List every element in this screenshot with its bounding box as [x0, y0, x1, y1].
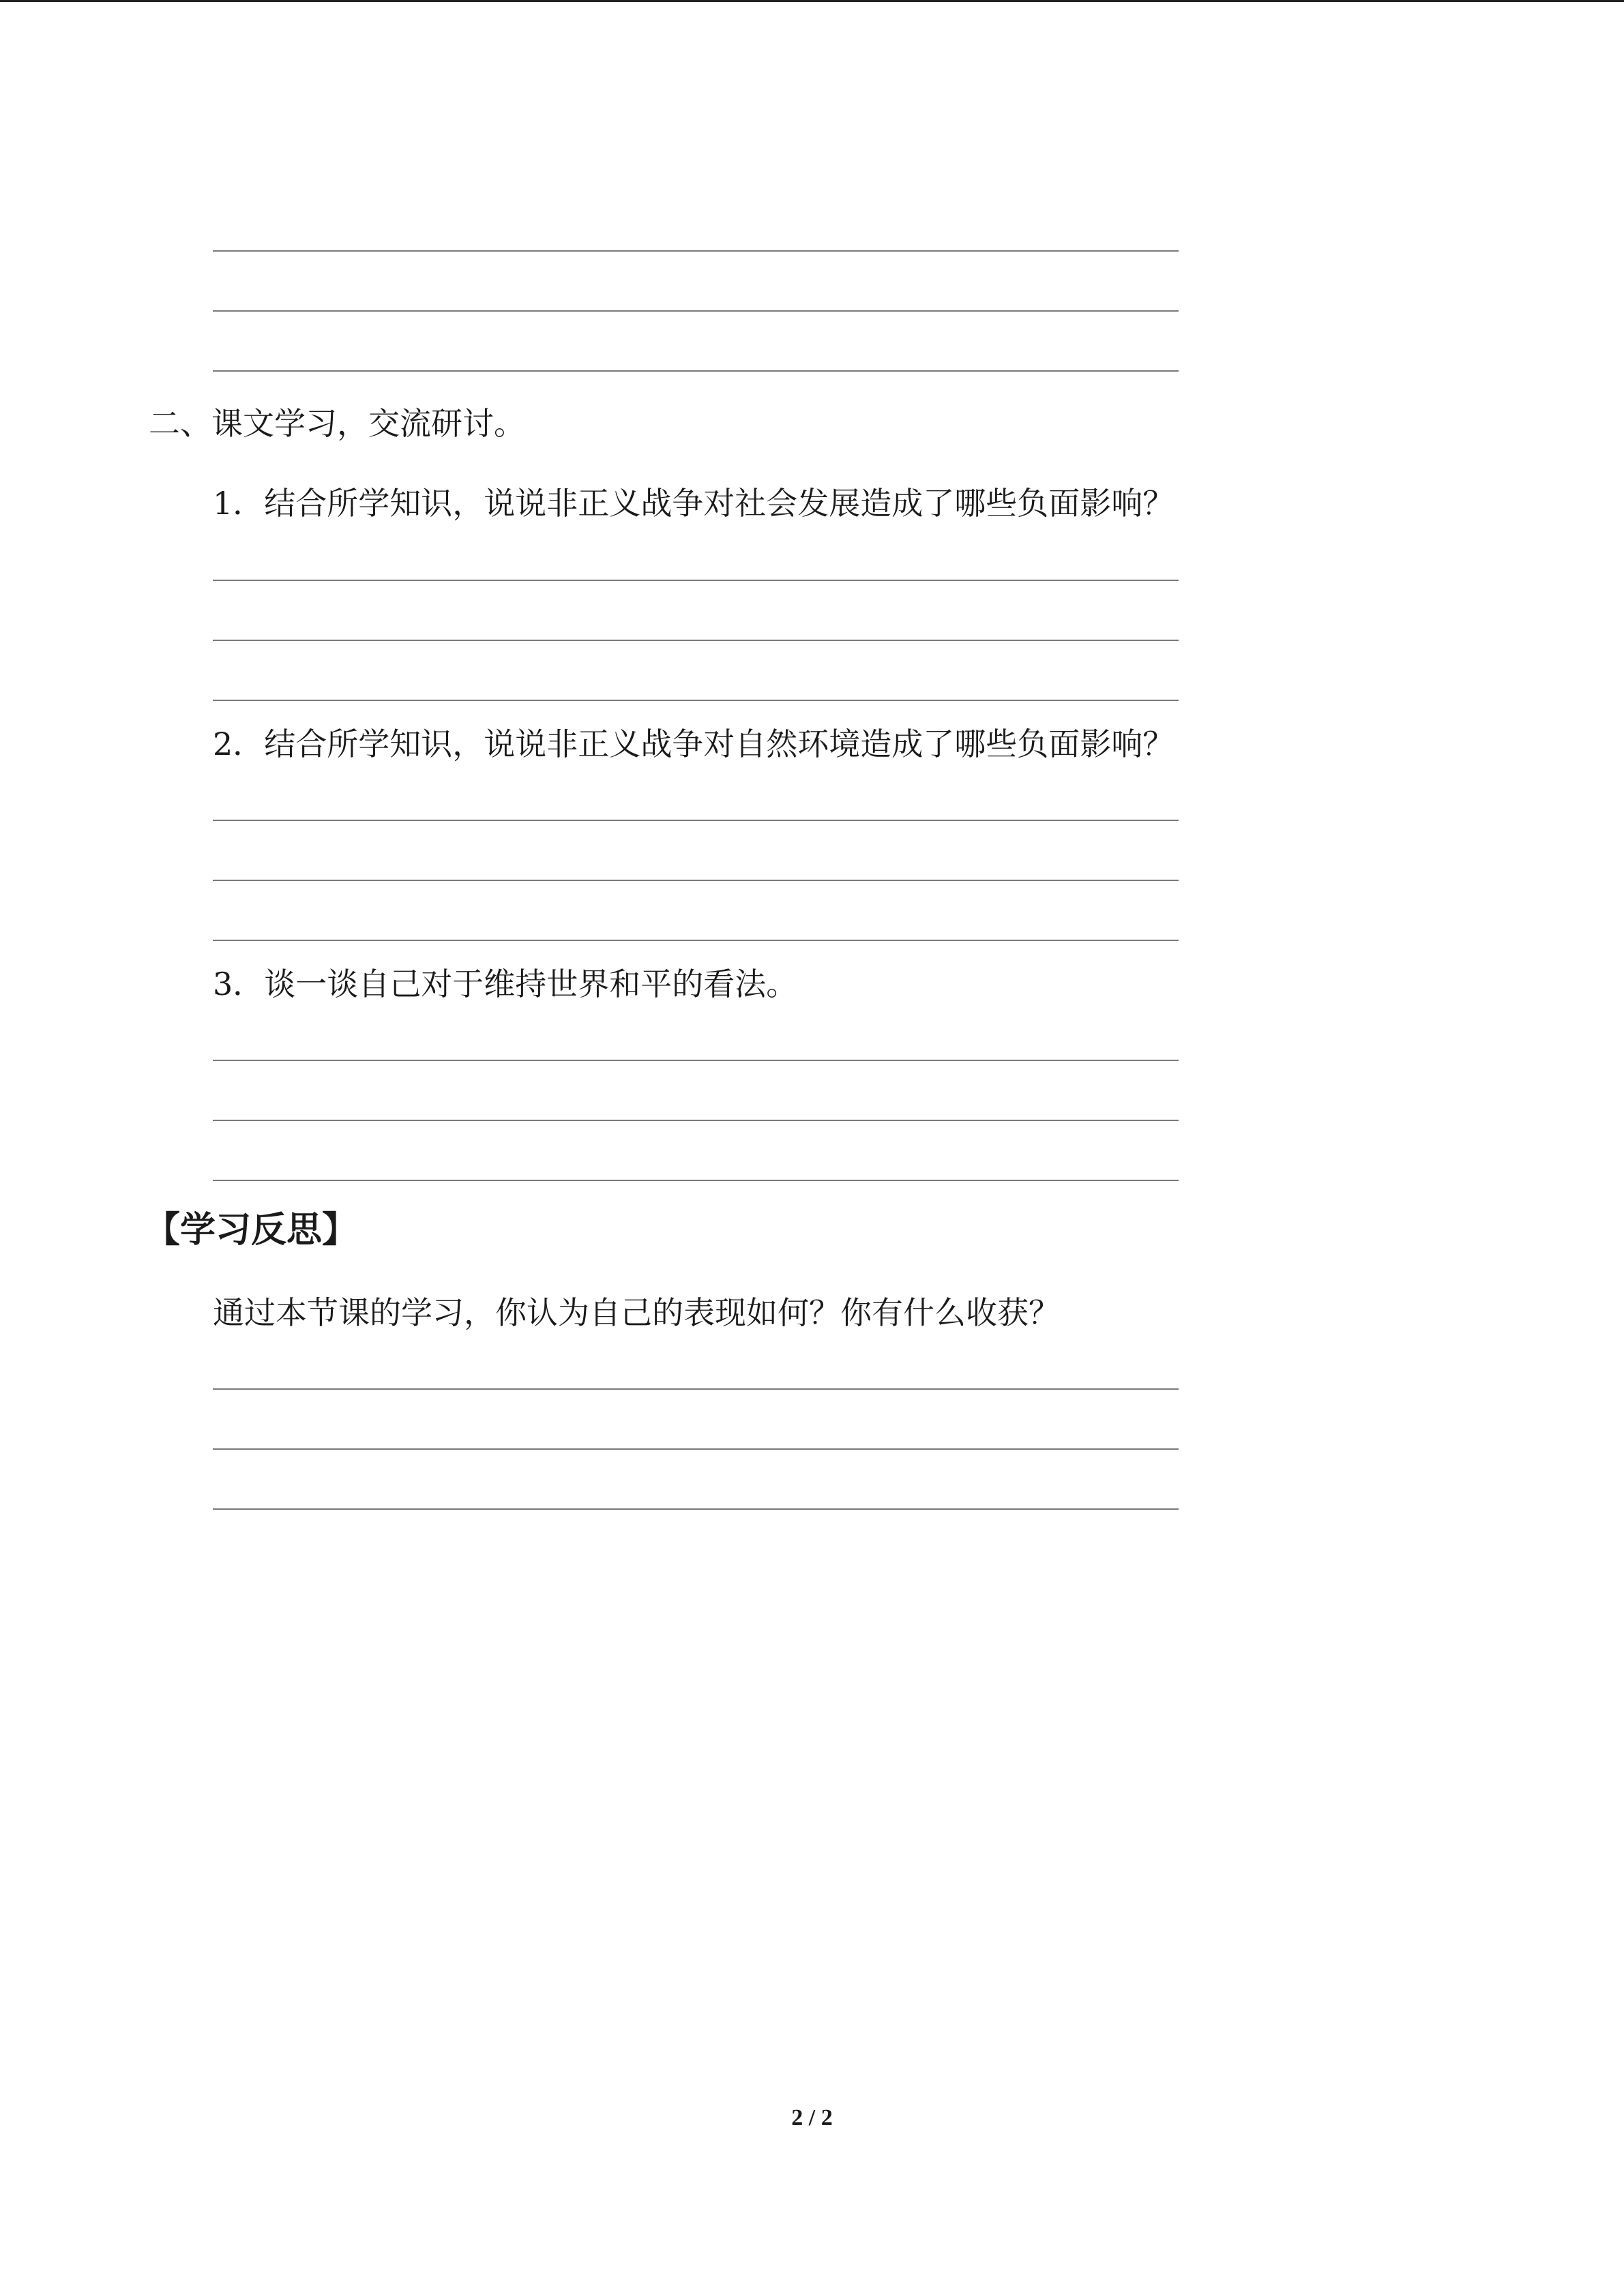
- answer-line[interactable]: [213, 700, 1179, 701]
- page-number: 2 / 2: [791, 2105, 833, 2130]
- question-1: 1．结合所学知识，说说非正义战争对社会发展造成了哪些负面影响？: [213, 485, 1175, 522]
- section-heading-study-discussion: 二、课文学习，交流研讨。: [149, 405, 525, 442]
- page-top-border: [0, 0, 1624, 2]
- answer-line[interactable]: [213, 1180, 1179, 1181]
- answer-line[interactable]: [213, 640, 1179, 641]
- reflection-prompt: 通过本节课的学习，你认为自己的表现如何？你有什么收获？: [213, 1294, 1060, 1331]
- answer-line[interactable]: [213, 370, 1179, 372]
- answer-line[interactable]: [213, 940, 1179, 941]
- answer-line[interactable]: [213, 1060, 1179, 1061]
- answer-line[interactable]: [213, 1448, 1179, 1450]
- answer-line[interactable]: [213, 580, 1179, 581]
- answer-line[interactable]: [213, 880, 1179, 881]
- answer-line[interactable]: [213, 1120, 1179, 1121]
- reflection-heading: 【学习反思】: [145, 1210, 358, 1251]
- question-3: 3．谈一谈自己对于维持世界和平的看法。: [213, 966, 798, 1002]
- answer-line[interactable]: [213, 820, 1179, 821]
- answer-line[interactable]: [213, 250, 1179, 252]
- answer-line[interactable]: [213, 1388, 1179, 1390]
- answer-line[interactable]: [213, 310, 1179, 312]
- question-2: 2．结合所学知识，说说非正义战争对自然环境造成了哪些负面影响？: [213, 726, 1175, 762]
- answer-line[interactable]: [213, 1508, 1179, 1510]
